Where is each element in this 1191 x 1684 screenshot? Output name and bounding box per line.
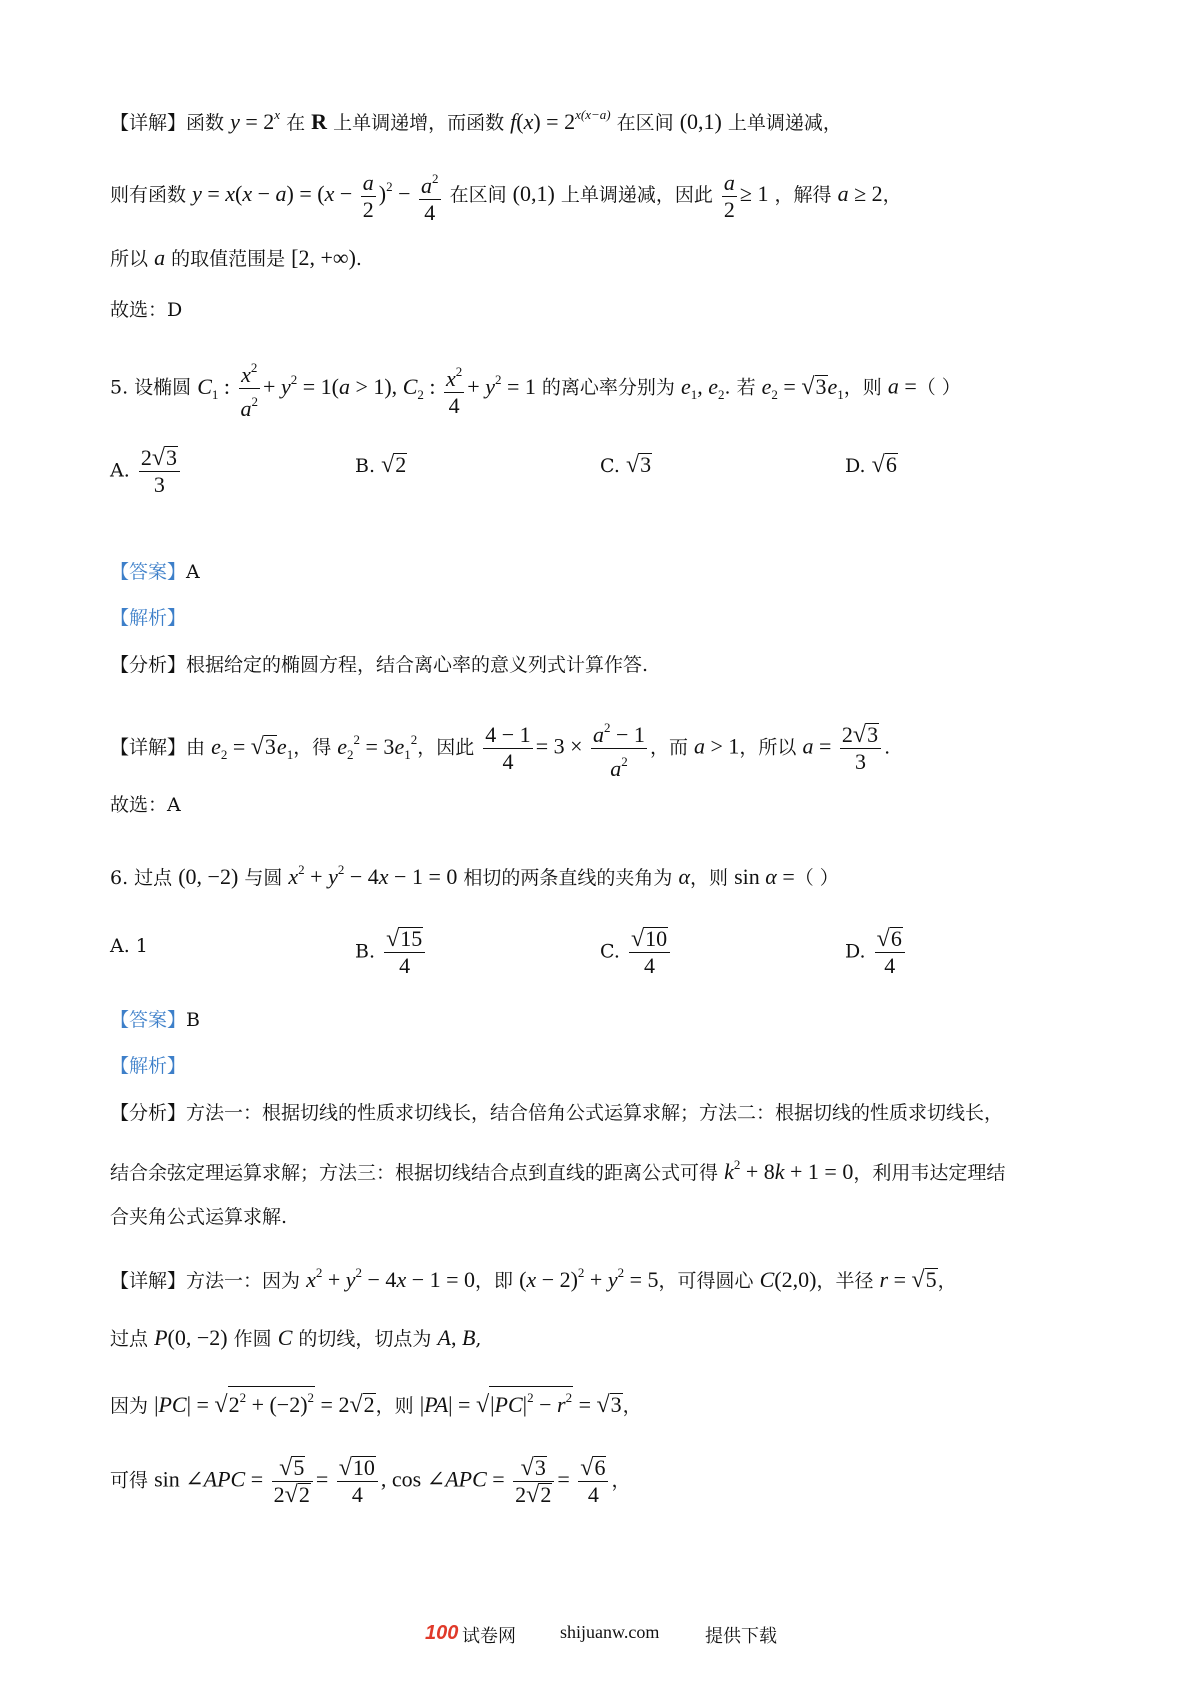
option-a[interactable]: A. $\frac{2√3}{3}$ — [110, 445, 183, 498]
answer-value: A — [186, 561, 200, 583]
detail-5: 【详解】由 $e_2 = √3e_1$，得 $e_2^2 = 3e_1^2$，因此 $\frac{4 - 1}{4}$ = 3 × $\frac{a^2 - 1}{a^2}$ ，而 a > 1，所以 a = $\frac{2√3}{3}$ . — [110, 715, 1091, 782]
question-number: 5. 设椭圆 — [110, 376, 192, 399]
choice-line-5: 故选：A — [110, 794, 181, 816]
analysis-6-line-1: 【分析】方法一：根据切线的性质求切线长，结合倍角公式运算求解；方法二：根据切线的性质求切线长， — [110, 1102, 1004, 1124]
detail-6-line-1: 【详解】方法一：因为 $x^2 + y^2 - 4x - 1 = 0$，即 $(x - 2)^2 + y^2 = 5$，可得圆心 C(2,0)，半径 r = √5， — [110, 1265, 957, 1293]
text: 的切线，切点为 — [298, 1328, 432, 1350]
analysis-tag-5: 【解析】 — [110, 607, 187, 629]
text: ，即 — [475, 1270, 514, 1292]
text: ，则 — [690, 867, 729, 889]
text: 在区间 — [616, 112, 674, 134]
text: ， — [882, 184, 902, 206]
answer-value: B — [186, 1009, 200, 1031]
text: 过点 — [110, 1328, 149, 1350]
option-label: B. — [355, 940, 376, 963]
text: ， — [611, 1469, 631, 1492]
text: ，利用韦达定理结 — [853, 1162, 1006, 1184]
choice-line-4: 故选：D — [110, 299, 183, 321]
question-number: 6. 过点 — [110, 867, 173, 889]
text: 结合余弦定理运算求解；方法三：根据切线结合点到直线的距离公式可得 — [110, 1162, 719, 1184]
text: ，而 — [649, 736, 688, 759]
option-d[interactable]: D. $\frac{√6}{4}$ — [845, 926, 908, 979]
text: 在区间 — [449, 184, 507, 206]
text: . — [884, 736, 891, 759]
text: 上单调递减， — [727, 112, 842, 134]
option-label: D. — [845, 455, 866, 477]
option-label: C. — [600, 455, 620, 477]
footer — [0, 1622, 1191, 1652]
text: （ ） — [916, 376, 961, 399]
text: （ ） — [794, 867, 839, 889]
detail-line-3: 所以 a 的取值范围是 [2, +∞). — [110, 245, 362, 270]
detail-6-line-4: 可得 sin ∠APC = $\frac{√5}{2√2}$ = $\frac{√10}{4}$ , cos ∠APC = $\frac{√3}{2√2}$ = $\frac{√6}{4}$ ， — [110, 1455, 631, 1508]
option-label: A. — [110, 459, 130, 482]
footer-provide: 提供下载 — [705, 1626, 777, 1647]
option-b[interactable]: B. $\frac{√15}{4}$ — [355, 926, 428, 979]
math-symbol: a — [154, 245, 166, 270]
text: ，则 — [843, 376, 882, 399]
option-b[interactable]: B. √2 — [355, 452, 407, 478]
text: ，所以 — [739, 736, 797, 759]
text: 可得 — [110, 1469, 149, 1492]
analysis-6-line-3: 合夹角公式运算求解. — [110, 1206, 288, 1228]
option-label: D. — [845, 940, 866, 963]
footer-domain[interactable]: shijuanw.com — [560, 1622, 660, 1642]
math-symbol: R — [311, 109, 328, 134]
text: 则有函数 — [110, 184, 187, 206]
option-d[interactable]: D. √6 — [845, 452, 897, 478]
text: 的离心率分别为 — [541, 376, 675, 399]
text: 因为 — [110, 1395, 149, 1417]
text: 与圆 — [244, 867, 283, 889]
option-label: C. — [600, 940, 620, 963]
footer-site-name: 试卷网 — [462, 1626, 516, 1647]
text: 所以 — [110, 248, 149, 270]
answer-6 — [110, 1000, 1091, 1040]
text: ，因此 — [417, 736, 475, 759]
logo-100-icon: 100 — [425, 1622, 459, 1644]
text: ，解得 — [774, 184, 832, 206]
text: . 若 — [724, 376, 756, 399]
answer-5 — [110, 552, 1091, 592]
question-6: 6. 过点 (0, −2) 与圆 $x^2 + y^2 - 4x - 1 = 0$ 相切的两条直线的夹角为 α，则 sin α =（ ） — [110, 862, 839, 889]
option-a[interactable] — [110, 926, 148, 966]
text: 的取值范围是 — [171, 248, 286, 270]
option-label: B. — [355, 455, 376, 477]
text: ，半径 — [816, 1270, 874, 1292]
analysis-tag-6: 【解析】 — [110, 1055, 187, 1077]
analysis-5: 【分析】根据给定的椭圆方程，结合离心率的意义列式计算作答. — [110, 654, 649, 676]
option-c[interactable]: C. √3 — [600, 452, 652, 478]
text: 【详解】由 — [110, 736, 206, 759]
text: 上单调递减，因此 — [560, 184, 713, 206]
answer-tag: 【答案】 — [110, 1009, 187, 1031]
question-5: 5. 设椭圆 $C_1$ : $\frac{x^2}{a^2}$ + $y^2 = 1(a > 1)$, $C_2$ : $\frac{x^2}{4}$ + $y^2 = 1$ 的离心率分别为 $e_1$, $e_2$. 若 $e_2 = √3e_1$，则 a =（ ） — [110, 355, 1091, 422]
option-c[interactable]: C. $\frac{√10}{4}$ — [600, 926, 673, 979]
detail-6-line-2: 过点 P(0, −2) 作圆 C 的切线，切点为 A, B, — [110, 1325, 482, 1350]
option-label: A. 1 — [110, 935, 148, 957]
text: 上单调递增，而函数 — [333, 112, 505, 134]
analysis-6-line-2: 结合余弦定理运算求解；方法三：根据切线结合点到直线的距离公式可得 $k^2 + 8k + 1 = 0$，利用韦达定理结 — [110, 1157, 1006, 1184]
text: ， — [622, 1395, 642, 1417]
detail-6-line-3: 因为 $|PC| = √2^2 + (-2)^2 = 2√2$，则 $|PA| = √|PC|^2 - r^2 = √3$， — [110, 1385, 1091, 1426]
text: ， — [937, 1270, 957, 1292]
text: 相切的两条直线的夹角为 — [463, 867, 673, 889]
text: 在 — [286, 112, 306, 134]
text: , — [475, 1328, 482, 1350]
text: ，则 — [375, 1395, 414, 1417]
math-symbol: C — [277, 1325, 293, 1350]
text: 【详解】方法一：因为 — [110, 1270, 301, 1292]
text: 作圆 — [233, 1328, 272, 1350]
answer-tag: 【答案】 — [110, 561, 187, 583]
text: ，得 — [293, 736, 332, 759]
text: . — [355, 248, 362, 270]
text: ，可得圆心 — [658, 1270, 754, 1292]
text: 【详解】函数 — [110, 112, 225, 134]
detail-line-1: 【详解】函数 $y = 2^x$ 在 R 上单调递增，而函数 $f(x) = 2^{x(x-a)}$ 在区间 (0,1) 上单调递减， — [110, 107, 842, 134]
detail-line-2: 则有函数 y = x(x − a) = (x − $\frac{a}{2}$ )$^2$ − $\frac{a^2}{4}$ 在区间 (0,1) 上单调递减，因此 $\frac{a}{2}$ ≥ 1 ，解得 a ≥ 2， — [110, 166, 1091, 226]
